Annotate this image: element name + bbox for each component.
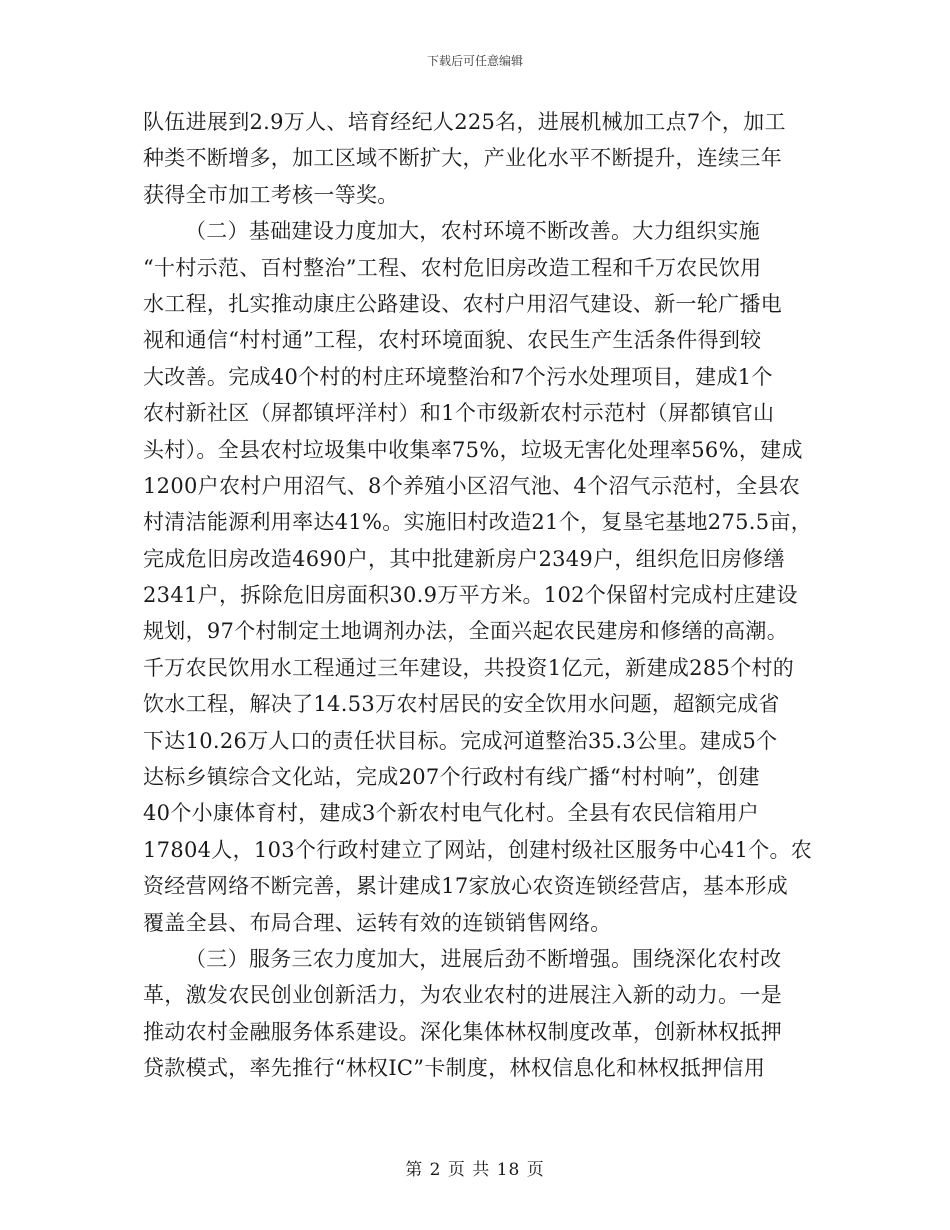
document-body	[143, 104, 813, 1087]
section-heading-line: （二）基础建设力度加大，农村环境不断改善。大力组织实施	[185, 219, 761, 244]
body-line: 规划，97个村制定土地调剂办法，全面兴起农民建房和修缮的高潮。	[143, 619, 789, 644]
body-line: 视和通信“村村通”工程，农村环境面貌、农民生产生活条件得到较	[143, 328, 762, 353]
body-line: 覆盖全县、布局合理、运转有效的连锁销售网络。	[143, 910, 612, 935]
body-line: 革，激发农民创业创新活力，为农业农村的进展注入新的动力。一是	[143, 983, 782, 1008]
page-header: 下载后可任意编辑	[426, 54, 523, 68]
body-line: 种类不断增多，加工区域不断扩大，产业化水平不断提升，连续三年	[143, 146, 782, 171]
body-line: 村清洁能源利用率达41%。实施旧村改造21个，复垦宅基地275.5亩，	[143, 510, 813, 535]
body-line: 17804人，103个行政村建立了网站，创建村级社区服务中心41个。农	[143, 837, 813, 862]
body-line: 水工程，扎实推动康庄公路建设、农村户用沼气建设、新一轮广播电	[143, 291, 782, 316]
body-line: 达标乡镇综合文化站，完成207个行政村有线广播“村村响”，创建	[143, 765, 760, 790]
body-line: 千万农民饮用水工程通过三年建设，共投资1亿元，新建成285个村的	[143, 655, 795, 680]
body-line: 队伍进展到2.9万人、培育经纪人225名，进展机械加工点7个，加工	[143, 110, 786, 134]
page-number-footer: 第 2 页 共 18 页	[405, 1160, 545, 1180]
body-line: 2341户，拆除危旧房面积30.9万平方米。102个保留村完成村庄建设	[143, 583, 798, 608]
body-line: 饮水工程，解决了14.53万农村居民的安全饮用水问题，超额完成省	[143, 692, 780, 717]
body-line: 40个小康体育村，建成3个新农村电气化村。全县有农民信箱用户	[143, 801, 760, 826]
body-line: 贷款模式，率先推行“林权IC”卡制度，林权信息化和林权抵押信用	[143, 1056, 766, 1081]
body-line: 资经营网络不断完善，累计建成17家放心农资连锁经营店，基本形成	[143, 874, 789, 899]
body-line: 头村）。全县农村垃圾集中收集率75%，垃圾无害化处理率56%，建成	[143, 437, 803, 462]
body-line: 大改善。完成40个村的村庄环境整治和7个污水处理项目，建成1个	[143, 364, 773, 389]
body-line: 农村新社区（屏都镇坪洋村）和1个市级新农村示范村（屏都镇官山	[143, 401, 775, 426]
body-line: 获得全市加工考核一等奖。	[143, 182, 399, 207]
body-line: 1200户农村户用沼气、8个养殖小区沼气池、4个沼气示范村，全县农	[143, 473, 801, 498]
body-line: 推动农村金融服务体系建设。深化集体林权制度改革，创新林权抵押	[143, 1019, 782, 1044]
section-heading-line: （三）服务三农力度加大，进展后劲不断增强。围绕深化农村改	[185, 946, 782, 971]
body-line: “十村示范、百村整治”工程、农村危旧房改造工程和千万农民饮用	[143, 255, 762, 280]
body-line: 下达10.26万人口的责任状目标。完成河道整治35.3公里。建成5个	[143, 728, 778, 753]
body-line: 完成危旧房改造4690户，其中批建新房户2349户，组织危旧房修缮	[143, 546, 785, 571]
